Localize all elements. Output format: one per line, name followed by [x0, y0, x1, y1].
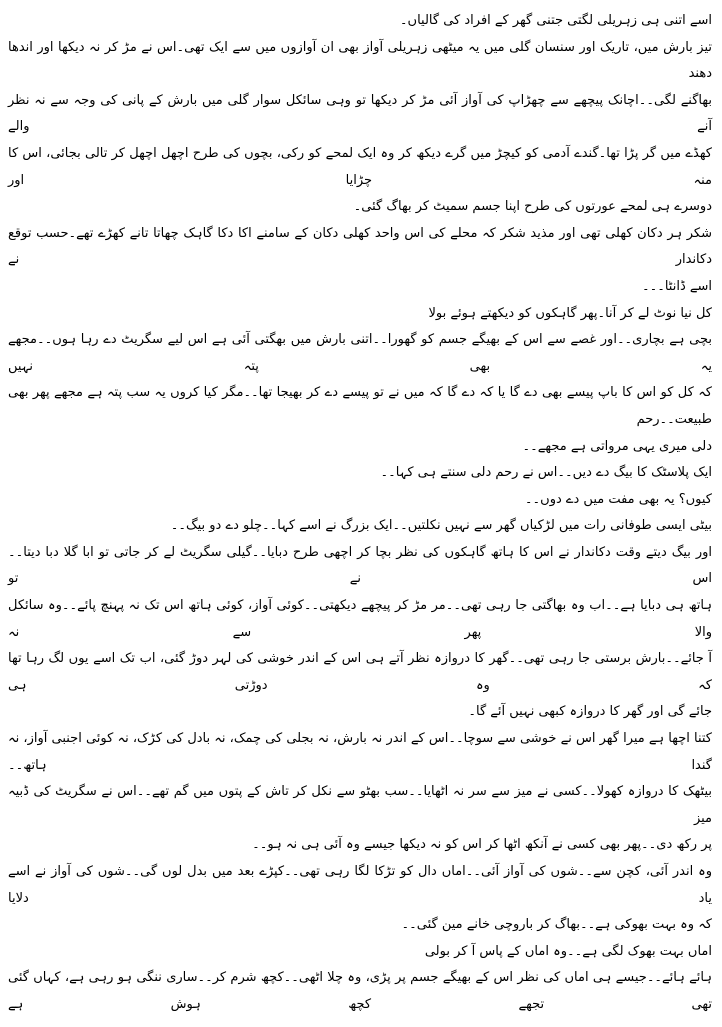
text-line: کیوں؟ یہ بھی مفت میں دے دوں۔۔ [524, 491, 712, 507]
text-line: پر رکھ دی۔۔پھر بھی کسی نے آنکھ اٹھا کر اس کو نہ دیکھا جیسے وہ آئی ہی نہ ہو۔۔ [252, 837, 712, 853]
text-line: ہائے ہائے۔۔جیسے ہی اماں کی نظر اس کے بھیگے جسم پر پڑی، وہ چلا اٹھی۔۔کچھ شرم کر۔۔ساری ننگی ہو رہی ہے، کہاں گئی تھی تجھے کچھ ہوش ہے [8, 970, 712, 1012]
text-line: کل نیا نوٹ لے کر آنا۔پھر گاہکوں کو دیکھتے ہوئے بولا [428, 305, 712, 321]
text-line: آ جائے۔۔بارش برستی جا رہی تھی۔۔گھر کا دروازہ نظر آتے ہی اس کے اندر خوشی کی لہر دوڑ گئی، اب تک اسے یوں لگ رہا تھا کہ وہ دوڑتی ہی [8, 651, 712, 693]
text-line: بیٹھک کا دروازہ کھولا۔۔کسی نے میز سے سر نہ اٹھایا۔۔سب بھٹو سے نکل کر تاش کے پتوں میں گم تھے۔۔اس نے سگریٹ کی ڈبیہ میز [8, 784, 712, 826]
text-line: ہاتھ ہی دبایا ہے۔۔اب وہ بھاگتی جا رہی تھی۔۔مر مڑ کر پیچھے دیکھتی۔۔کوئی آواز، کوئی ہاتھ اس تک نہ پہنچ پائے۔۔وہ سائکل والا پھر سے نہ [8, 598, 712, 640]
text-line: دلی میری یہی مرواتی ہے مجھے۔۔ [522, 438, 712, 454]
text-line: شکر ہر دکان کھلی تھی اور مذید شکر کہ محلے کی اس واحد کھلی دکان کے سامنے اکا دکا گاہک چھاتا تانے کھڑے تھے۔حسب توقع دکاندار نے [8, 225, 712, 268]
text-line: اسے اتنی ہی زہریلی لگتی جتنی گھر کے افراد کی گالیاں۔ [399, 13, 712, 28]
text-line: کہ کل کو اس کا باپ پیسے بھی دے گا یا کہ دے گا کہ میں نے تو پیسے دے کر بھیجا تھا۔۔مگر کیا کروں یہ سب پتہ ہے مجھے پھر بھی طبیعت۔۔رحم [8, 385, 712, 427]
text-line: تیز بارش میں، تاریک اور سنسان گلی میں یہ میٹھی زہریلی آواز بھی ان آوازوں میں سے ایک تھی۔اس نے مڑ کر نہ دیکھا اور اندھا دھند [8, 39, 712, 82]
text-line: کھڈے میں گر پڑا تھا۔گندے آدمی کو کیچڑ میں گرے دیکھ کر وہ ایک لمحے کو رکی، بچوں کی طرح اچھل اچھل کر تالی بجائی، اس کا منہ چڑایا اور [8, 145, 712, 188]
text-line: اور بیگ دیتے وقت دکاندار نے اس کا ہاتھ گاہکوں کی نظر بچا کر اچھی طرح دبایا۔۔گیلی سگریٹ لے کر جاتی تو ابا گلا دبا دیتا۔۔اس نے تو [8, 544, 712, 587]
text-line: کہ وہ بہت بھوکی ہے۔۔بھاگ کر باروچی خانے مین گئی۔۔ [401, 917, 712, 933]
text-line: جائے گی اور گھر کا دروازہ کبھی نہیں آئے گا۔ [468, 704, 712, 720]
text-line: بیٹی ایسی طوفانی رات میں لڑکیاں گھر سے نہیں نکلتیں۔۔ایک بزرگ نے اسے کہا۔۔چلو دے دو بیگ۔۔ [170, 518, 712, 534]
text-line: بچی ہے بچاری۔۔اور غصے سے اس کے بھیگے جسم کو گھورا۔۔اتنی بارش میں بھگتی آئی ہے اس لیے سگریٹ دے رہا ہوں۔۔مجھے یہ بھی پتہ نہیں [8, 332, 712, 374]
text-line: ایک پلاسٹک کا بیگ دے دیں۔۔اس نے رحم دلی سنتے ہی کہا۔۔ [380, 465, 712, 481]
text-line: اماں بہت بھوک لگی ہے۔۔وہ اماں کے پاس آ کر بولی [424, 943, 712, 959]
text-line: کتنا اچھا ہے میرا گھر اس نے خوشی سے سوچا۔۔اس کے اندر نہ بارش، نہ بجلی کی چمک، نہ بادل کی کڑک، نہ کوئی اجنبی آواز، نہ گندا ہاتھ۔۔ [8, 731, 712, 773]
text-line: وہ اندر آئی، کچن سے۔۔شوں کی آواز آئی۔۔اماں دال کو تڑکا لگا رہی تھی۔۔کپڑے بعد میں بدل لوں گی۔۔شوں کی آواز نے اسے یاد دلایا [8, 864, 712, 906]
text-line: دوسرے ہی لمحے عورتوں کی طرح اپنا جسم سمیٹ کر بھاگ گئی۔ [353, 199, 712, 215]
text-line: اسے ڈانٹا۔۔۔ [641, 278, 712, 294]
text-line: بھاگنے لگی۔۔اچانک پیچھے سے چھڑاپ کی آواز آئی مڑ کر دیکھا تو وہی سائکل سوار گلی میں بارش کے پانی کی وجہ سے نہ نظر آنے والے [8, 92, 712, 135]
